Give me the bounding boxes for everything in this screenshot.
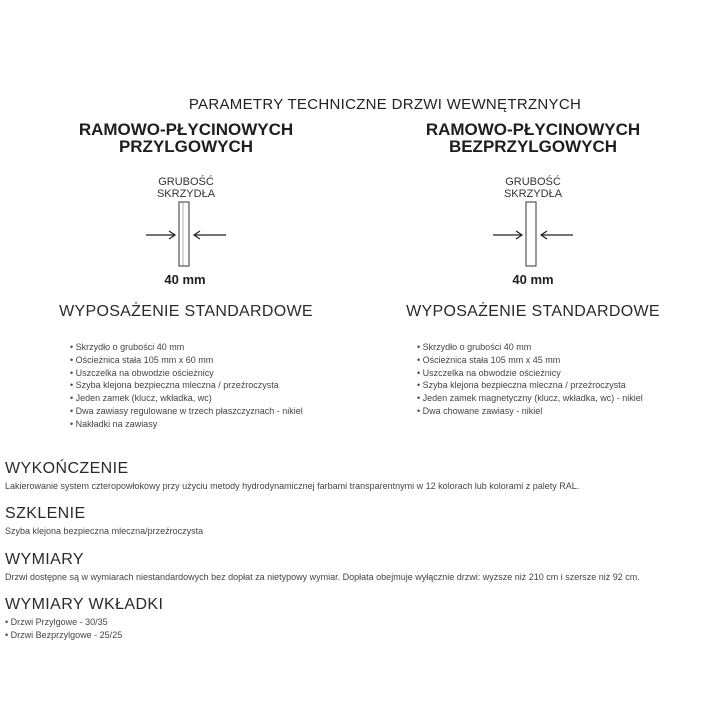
left-title-line1: RAMOWO-PŁYCINOWYCH [78, 120, 294, 139]
insert-dimensions-section-title: WYMIARY WKŁADKI [5, 596, 164, 613]
right-standard-title: WYPOSAŻENIE STANDARDOWE [406, 303, 660, 320]
list-item: • Uszczelka na obwodzie ościeżnicy [417, 367, 717, 380]
left-thickness-label [126, 176, 246, 200]
list-item: • Dwa zawiasy regulowane w trzech płaszczyznach - nikiel [70, 405, 370, 418]
glazing-section-text: Szyba klejona bezpieczna mleczna/przeźroczysta [5, 526, 204, 536]
list-item: • Skrzydło o grubości 40 mm [70, 341, 370, 354]
left-door-thickness-diagram [130, 198, 250, 278]
dimensions-section-title: WYMIARY [5, 551, 84, 568]
left-thickness-label-line2: SKRZYDŁA [156, 188, 216, 200]
right-arrow-right-icon [493, 231, 522, 239]
left-arrow-left-icon [194, 231, 226, 239]
right-arrow-left-icon [541, 231, 573, 239]
right-column-title [403, 121, 663, 155]
list-item: • Szyba klejona bezpieczna mleczna / przeźroczysta [70, 379, 370, 392]
right-door-leaf-section [526, 202, 536, 266]
right-thickness-label-line2: SKRZYDŁA [503, 188, 563, 200]
right-door-thickness-diagram [477, 198, 597, 278]
list-item: • Uszczelka na obwodzie ościeżnicy [70, 367, 370, 380]
list-item: • Ościeżnica stała 105 mm x 60 mm [70, 354, 370, 367]
insert-dimensions-list [5, 616, 405, 642]
finish-section-title: WYKOŃCZENIE [5, 460, 129, 477]
list-item: • Jeden zamek magnetyczny (klucz, wkładka, wc) - nikiel [417, 392, 717, 405]
list-item: • Nakładki na zawiasy [70, 418, 370, 431]
right-standard-list [417, 341, 717, 418]
left-standard-list [70, 341, 370, 431]
right-thickness-label [473, 176, 593, 200]
page-title: PARAMETRY TECHNICZNE DRZWI WEWNĘTRZNYCH [188, 96, 582, 113]
finish-section-text: Lakierowanie system czteropowłokowy przy użyciu metody hydrodynamicznej farbami transparentnymi w 12 kolorach lub kolorami z palety RAL. [5, 481, 580, 491]
right-thickness-label-line1: GRUBOŚĆ [505, 176, 561, 188]
left-standard-title: WYPOSAŻENIE STANDARDOWE [59, 303, 313, 320]
left-thickness-value: 40 mm [164, 272, 206, 287]
list-item: • Ościeżnica stała 105 mm x 45 mm [417, 354, 717, 367]
right-title-line1: RAMOWO-PŁYCINOWYCH [425, 120, 641, 139]
list-item: • Szyba klejona bezpieczna mleczna / przeźroczysta [417, 379, 717, 392]
list-item: • Skrzydło o grubości 40 mm [417, 341, 717, 354]
left-title-line2: PRZYLGOWYCH [118, 137, 254, 156]
right-thickness-value: 40 mm [512, 272, 554, 287]
left-column-title [56, 121, 316, 155]
list-item: • Drzwi Bezprzylgowe - 25/25 [5, 629, 405, 642]
list-item: • Dwa chowane zawiasy - nikiel [417, 405, 717, 418]
right-title-line2: BEZPRZYLGOWYCH [448, 137, 618, 156]
dimensions-section-text: Drzwi dostępne są w wymiarach niestandardowych bez dopłat za nietypowy wymiar. Dopłata obejmuje wyłącznie drzwi: wyższe niż 210 cm i szersze niż 92 cm. [5, 572, 640, 582]
glazing-section-title: SZKLENIE [5, 505, 86, 522]
list-item: • Drzwi Przylgowe - 30/35 [5, 616, 405, 629]
left-thickness-label-line1: GRUBOŚĆ [158, 176, 214, 188]
left-door-leaf-section [179, 202, 189, 266]
left-arrow-right-icon [146, 231, 175, 239]
list-item: • Jeden zamek (klucz, wkładka, wc) [70, 392, 370, 405]
